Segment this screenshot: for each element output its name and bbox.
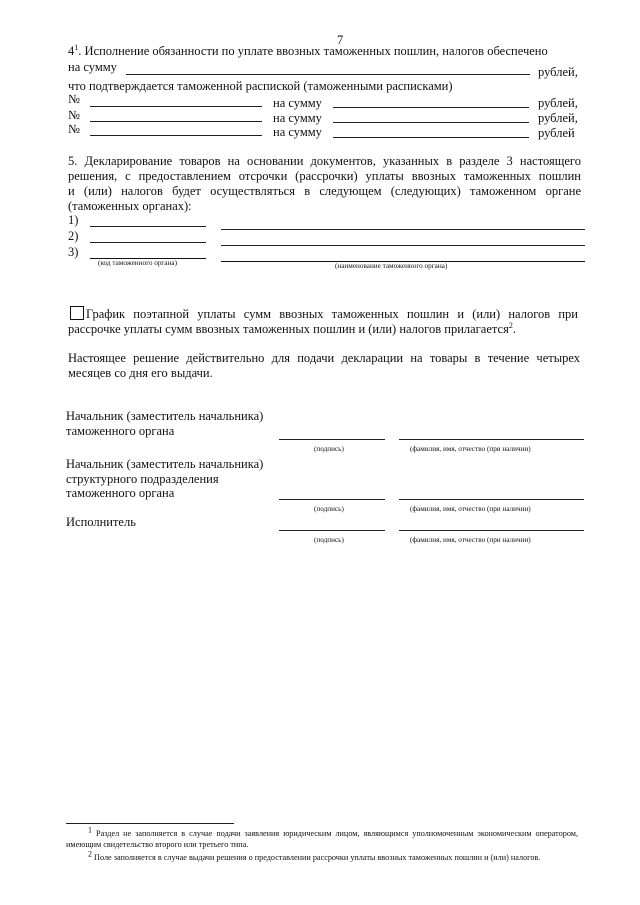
signer-title: структурного подразделения	[66, 472, 219, 486]
customs-row-label: 3)	[68, 245, 79, 259]
footnote-1	[66, 825, 579, 850]
signature-field[interactable]	[279, 530, 385, 531]
schedule-checkbox[interactable]	[70, 306, 84, 320]
receipt-no-label: №	[68, 92, 80, 106]
customs-code-caption: (код таможенного органа)	[98, 259, 178, 267]
receipt-sum-label: на сумму	[273, 111, 322, 125]
receipt-sum-label: на сумму	[273, 125, 322, 139]
total-sum-field[interactable]	[126, 74, 530, 75]
customs-code-field[interactable]	[90, 242, 206, 243]
page-number: 7	[337, 33, 344, 47]
footnote-text: Раздел не заполняется в случае подачи заявления юридическим лицом, являющимся уполномоченным экономическим оператором, имеющим свидетельство второго или третьего типа.	[66, 829, 579, 849]
customs-row-label: 2)	[68, 229, 79, 243]
currency-label: рублей,	[538, 65, 578, 79]
signature-caption: (подпись)	[314, 445, 344, 453]
footnote-mark: 1	[88, 825, 92, 835]
validity-line2: месяцев со дня его выдачи.	[68, 366, 213, 380]
customs-name-field[interactable]	[221, 229, 585, 230]
section5-line: и (или) налогов будет осуществляться в следующем (следующих) таможенном органе	[68, 184, 581, 198]
footnote-separator	[66, 823, 234, 824]
receipt-sum-field[interactable]	[333, 137, 529, 138]
section5-line: решения, с предоставлением отсрочки (рассрочки) уплаты ввозных таможенных пошлин	[68, 169, 581, 183]
signer-title: Начальник (заместитель начальника)	[66, 457, 264, 471]
signer-title: Начальник (заместитель начальника)	[66, 409, 264, 423]
receipt-sum-field[interactable]	[333, 107, 529, 108]
receipt-currency: рублей,	[538, 96, 578, 110]
signature-field[interactable]	[279, 439, 385, 440]
schedule-text-line2	[68, 322, 516, 336]
receipt-no-label: №	[68, 122, 80, 136]
name-caption: (фамилия, имя, отчество (при наличии)	[410, 445, 531, 453]
schedule-text-line1: График поэтапной уплаты сумм ввозных таможенных пошлин и (или) налогов при	[86, 307, 578, 321]
receipt-currency: рублей	[538, 126, 575, 140]
footnote-ref-2: 2	[508, 320, 513, 330]
confirm-text: что подтверждается таможенной распиской (таможенными расписками)	[68, 79, 453, 93]
footnote-mark: 2	[88, 849, 92, 859]
section5-line: (таможенных органах):	[68, 199, 192, 213]
section4-text: . Исполнение обязанности по уплате ввозных таможенных пошлин, налогов обеспечено	[78, 44, 548, 58]
customs-name-caption: (наименование таможенного органа)	[335, 262, 448, 270]
footnote-text: Поле заполняется в случае выдачи решения о предоставлении рассрочки уплаты ввозных таможенных пошлин и (или) налогов.	[94, 853, 541, 862]
footnote-ref-1: 1	[74, 42, 79, 52]
signature-field[interactable]	[279, 499, 385, 500]
sum-label: на сумму	[68, 60, 117, 74]
name-field[interactable]	[399, 439, 584, 440]
receipt-number-field[interactable]	[90, 121, 262, 122]
name-caption: (фамилия, имя, отчество (при наличии)	[410, 505, 531, 513]
customs-name-field[interactable]	[221, 245, 585, 246]
receipt-currency: рублей,	[538, 111, 578, 125]
receipt-sum-label: на сумму	[273, 96, 322, 110]
receipt-sum-field[interactable]	[333, 122, 529, 123]
section5-line: 5. Декларирование товаров на основании документов, указанных в разделе 3 настоящего	[68, 154, 581, 168]
section4-heading	[68, 44, 548, 58]
footnote-2	[66, 849, 578, 863]
schedule-text-line2-body: рассрочке уплаты сумм ввозных таможенных пошлин и (или) налогов прилагается	[68, 322, 509, 336]
signer-title: таможенного органа	[66, 486, 175, 500]
name-field[interactable]	[399, 499, 584, 500]
signer-title: таможенного органа	[66, 424, 175, 438]
receipt-number-field[interactable]	[90, 106, 262, 107]
customs-code-field[interactable]	[90, 226, 206, 227]
name-field[interactable]	[399, 530, 584, 531]
schedule-text-line2-end: .	[512, 322, 516, 336]
section4-number: 4	[68, 44, 75, 58]
signature-caption: (подпись)	[314, 536, 344, 544]
signer-title: Исполнитель	[66, 515, 136, 529]
customs-row-label: 1)	[68, 213, 79, 227]
signature-caption: (подпись)	[314, 505, 344, 513]
validity-line1: Настоящее решение действительно для подачи декларации на товары в течение четырех	[68, 351, 580, 365]
name-caption: (фамилия, имя, отчество (при наличии)	[410, 536, 531, 544]
receipt-no-label: №	[68, 108, 80, 122]
receipt-number-field[interactable]	[90, 135, 262, 136]
